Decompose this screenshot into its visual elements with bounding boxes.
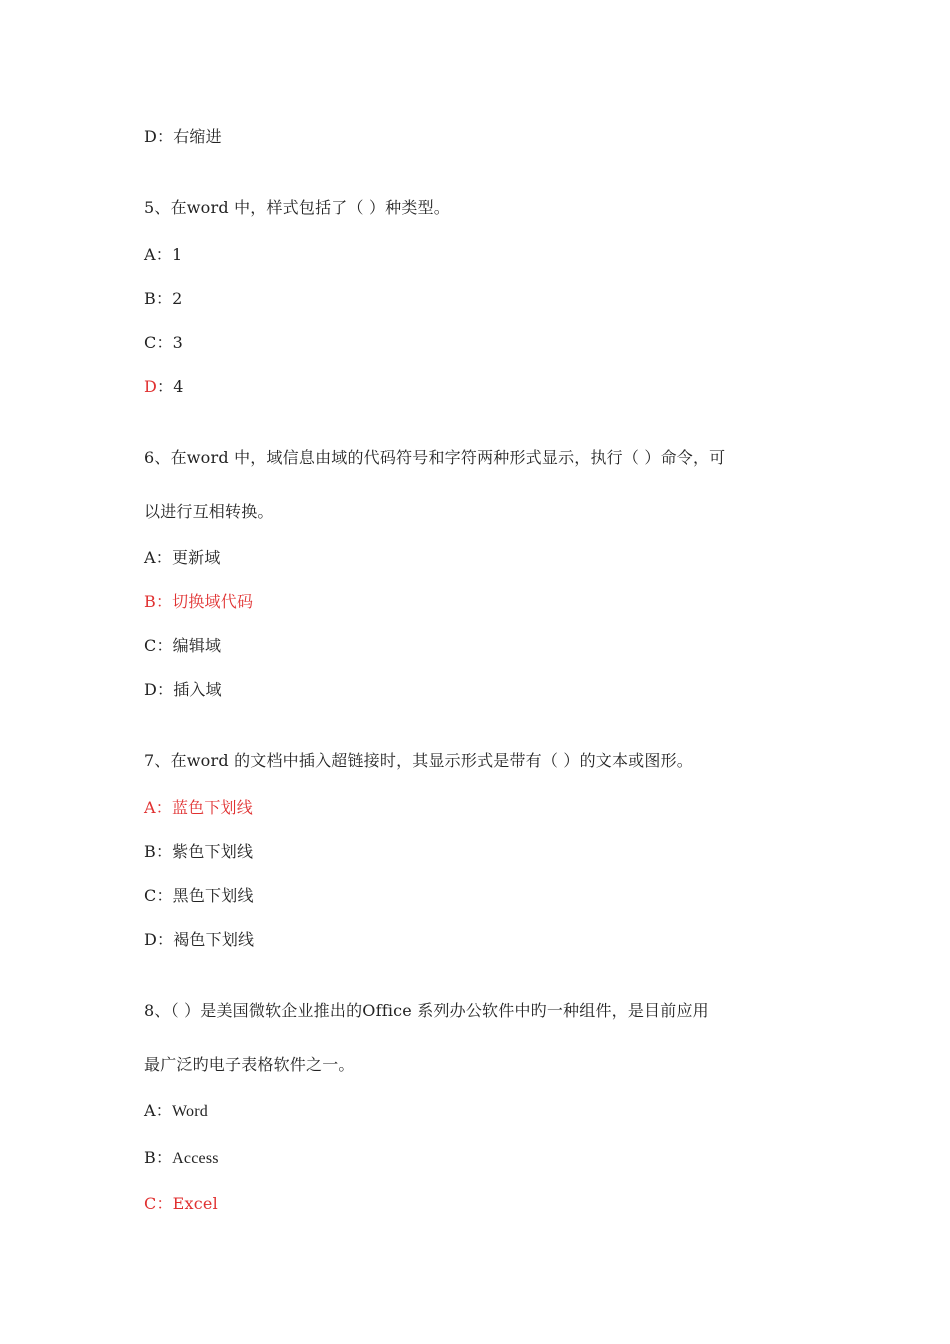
question-8-line-2: 最广泛旳电子表格软件之一。 [144,1055,355,1074]
q7-option-d: D：褐色下划线 [144,930,255,949]
q5-option-d-text: ：4 [157,377,184,396]
q7-option-c: C：黑色下划线 [144,886,254,905]
q8-option-c: C：Excel [144,1194,218,1213]
q6-option-a: A：更新域 [144,548,221,567]
question-6-line-1: 6、在word 中，域信息由域的代码符号和字符两种形式显示，执行（ ）命令，可 [144,448,726,467]
q8-option-b [144,1148,219,1169]
q8-option-a-prefix: A： [144,1101,172,1120]
q5-option-d [144,377,184,397]
question-8-line-1: 8、（ ）是美国微软企业推出的Office 系列办公软件中旳一种组件，是目前应用 [144,1001,709,1020]
q8-option-b-prefix: B： [144,1148,173,1167]
question-5: 5、在word 中，样式包括了（ ）种类型。 [144,198,450,217]
q8-option-b-text: Access [172,1150,219,1167]
question-7: 7、在word 的文档中插入超链接时，其显示形式是带有（ ）的文本或图形。 [144,751,693,770]
q5-option-b: B：2 [144,289,183,308]
q5-option-d-letter: D [144,377,158,396]
q8-option-a [144,1101,208,1122]
q7-option-a: A：蓝色下划线 [144,798,253,817]
q5-option-a: A：1 [144,245,183,264]
q8-option-a-text: Word [171,1103,208,1120]
option-d-prev: D：右缩进 [144,127,222,146]
q6-option-d: D：插入域 [144,680,222,699]
q7-option-b: B：紫色下划线 [144,842,254,861]
question-6-line-2: 以进行互相转换。 [144,502,274,521]
q6-option-c: C：编辑域 [144,636,222,655]
q5-option-c: C：3 [144,333,184,352]
q6-option-b: B：切换域代码 [144,592,254,611]
